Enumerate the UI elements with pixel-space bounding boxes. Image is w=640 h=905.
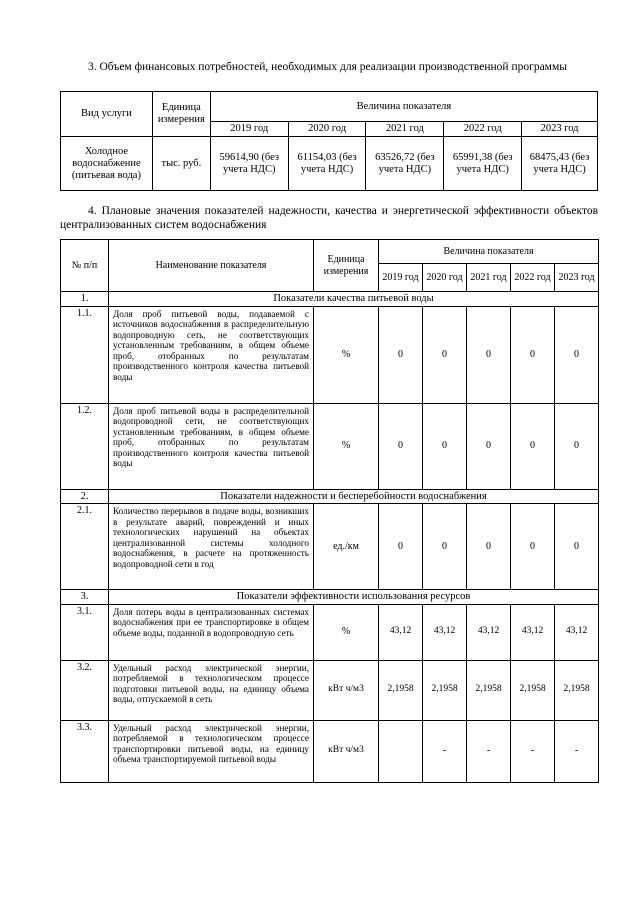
row-unit: %	[314, 403, 379, 489]
table-row	[61, 660, 599, 720]
row-value: 0	[423, 403, 467, 489]
year-header: 2019 год	[379, 264, 423, 292]
table-row	[61, 306, 599, 403]
row-unit: кВт ч/м3	[314, 660, 379, 720]
row-value: -	[467, 720, 511, 782]
row-num: 3.3.	[61, 720, 109, 782]
row-value: 0	[379, 504, 423, 590]
year-header: 2021 год	[366, 122, 444, 137]
row-value: 0	[423, 504, 467, 590]
row-num: 2.1.	[61, 504, 109, 590]
group-title: Показатели надежности и бесперебойности водоснабжения	[109, 489, 599, 504]
row-value: -	[511, 720, 555, 782]
value-cell: 61154,03 (без учета НДС)	[288, 137, 366, 191]
row-value: 0	[423, 306, 467, 403]
group-title: Показатели эффективности использования ресурсов	[109, 590, 599, 605]
row-value: 2,1958	[555, 660, 599, 720]
table-row	[61, 604, 599, 660]
row-value	[379, 720, 423, 782]
row-value: 2,1958	[423, 660, 467, 720]
header-service: Вид услуги	[61, 92, 153, 137]
value-cell: 59614,90 (без учета НДС)	[210, 137, 288, 191]
row-value: 0	[379, 306, 423, 403]
value-cell: 68475,43 (без учета НДС)	[522, 137, 598, 191]
row-name: Количество перерывов в подаче воды, возникших в результате аварий, повреждений и иных технологических нарушений на объектах централизованной системы холодного водоснабжения, в расчете на протяженность водопроводной сети в год	[109, 504, 314, 590]
row-value: 0	[467, 504, 511, 590]
row-value: 0	[555, 306, 599, 403]
row-value: 2,1958	[511, 660, 555, 720]
year-header: 2023 год	[522, 122, 598, 137]
table-row	[61, 504, 599, 590]
year-header: 2021 год	[467, 264, 511, 292]
row-value: 0	[555, 403, 599, 489]
section-4-heading: 4. Плановые значения показателей надежности, качества и энергетической эффективности объектов централизованных систем водоснабжения	[60, 205, 598, 231]
table-row	[61, 403, 599, 489]
row-unit: ед./км	[314, 504, 379, 590]
year-header: 2020 год	[288, 122, 366, 137]
row-name: Доля потерь воды в централизованных системах водоснабжения при ее транспортировке в общем объеме воды, поданной в водопроводную сеть	[109, 604, 314, 660]
year-header: 2022 год	[511, 264, 555, 292]
row-value: 43,12	[555, 604, 599, 660]
row-value: 0	[555, 504, 599, 590]
row-value: 0	[511, 403, 555, 489]
group-title: Показатели качества питьевой воды	[109, 292, 599, 307]
row-name: Удельный расход электрической энергии, потребляемой в технологическом процессе транспортировки питьевой воды, на единицу объема транспортируемой питьевой воды	[109, 720, 314, 782]
year-header: 2020 год	[423, 264, 467, 292]
row-value: 0	[511, 504, 555, 590]
value-cell: 65991,38 (без учета НДС)	[444, 137, 522, 191]
section-3-heading: 3. Объем финансовых потребностей, необходимых для реализации производственной программы	[88, 61, 567, 73]
row-value: 43,12	[379, 604, 423, 660]
indicators-table	[60, 239, 599, 783]
header-name: Наименование показателя	[109, 240, 314, 292]
row-value: 43,12	[423, 604, 467, 660]
header-num: № п/п	[61, 240, 109, 292]
row-num: 3.1.	[61, 604, 109, 660]
financial-needs-table	[60, 91, 598, 191]
row-unit: кВт ч/м3	[314, 720, 379, 782]
header-unit: Единица измерения	[152, 92, 210, 137]
header-unit: Единица измерения	[314, 240, 379, 292]
row-num: 1.1.	[61, 306, 109, 403]
table-row	[61, 720, 599, 782]
header-value: Величина показателя	[210, 92, 597, 122]
group-num: 2.	[61, 489, 109, 504]
year-header: 2019 год	[210, 122, 288, 137]
value-cell: 63526,72 (без учета НДС)	[366, 137, 444, 191]
service-cell: Холодное водоснабжение (питьевая вода)	[61, 137, 153, 191]
row-value: 2,1958	[379, 660, 423, 720]
row-value: 43,12	[467, 604, 511, 660]
row-value: 0	[379, 403, 423, 489]
row-value: 43,12	[511, 604, 555, 660]
row-value: -	[555, 720, 599, 782]
unit-cell: тыс. руб.	[152, 137, 210, 191]
year-header: 2023 год	[555, 264, 599, 292]
row-num: 1.2.	[61, 403, 109, 489]
row-unit: %	[314, 306, 379, 403]
row-num: 3.2.	[61, 660, 109, 720]
row-value: 0	[467, 306, 511, 403]
group-num: 1.	[61, 292, 109, 307]
header-value: Величина показателя	[379, 240, 599, 264]
row-value: 0	[467, 403, 511, 489]
row-unit: %	[314, 604, 379, 660]
group-num: 3.	[61, 590, 109, 605]
row-value: 2,1958	[467, 660, 511, 720]
row-name: Доля проб питьевой воды, подаваемой с источников водоснабжения в распределительную водопроводную сеть, не соответствующих установленным требованиям, в общем объеме проб, отобранных по результатам производственного контроля качества питьевой воды	[109, 306, 314, 403]
row-value: 0	[511, 306, 555, 403]
row-value: -	[423, 720, 467, 782]
row-name: Доля проб питьевой воды в распределительной водопроводной сети, не соответствующих установленным требованиям, в общем объеме проб, отобранных по результатам производственного контроля качества питьевой воды	[109, 403, 314, 489]
year-header: 2022 год	[444, 122, 522, 137]
row-name: Удельный расход электрической энергии, потребляемой в технологическом процессе подготовки питьевой воды, на единицу объема воды, отпускаемой в сеть	[109, 660, 314, 720]
